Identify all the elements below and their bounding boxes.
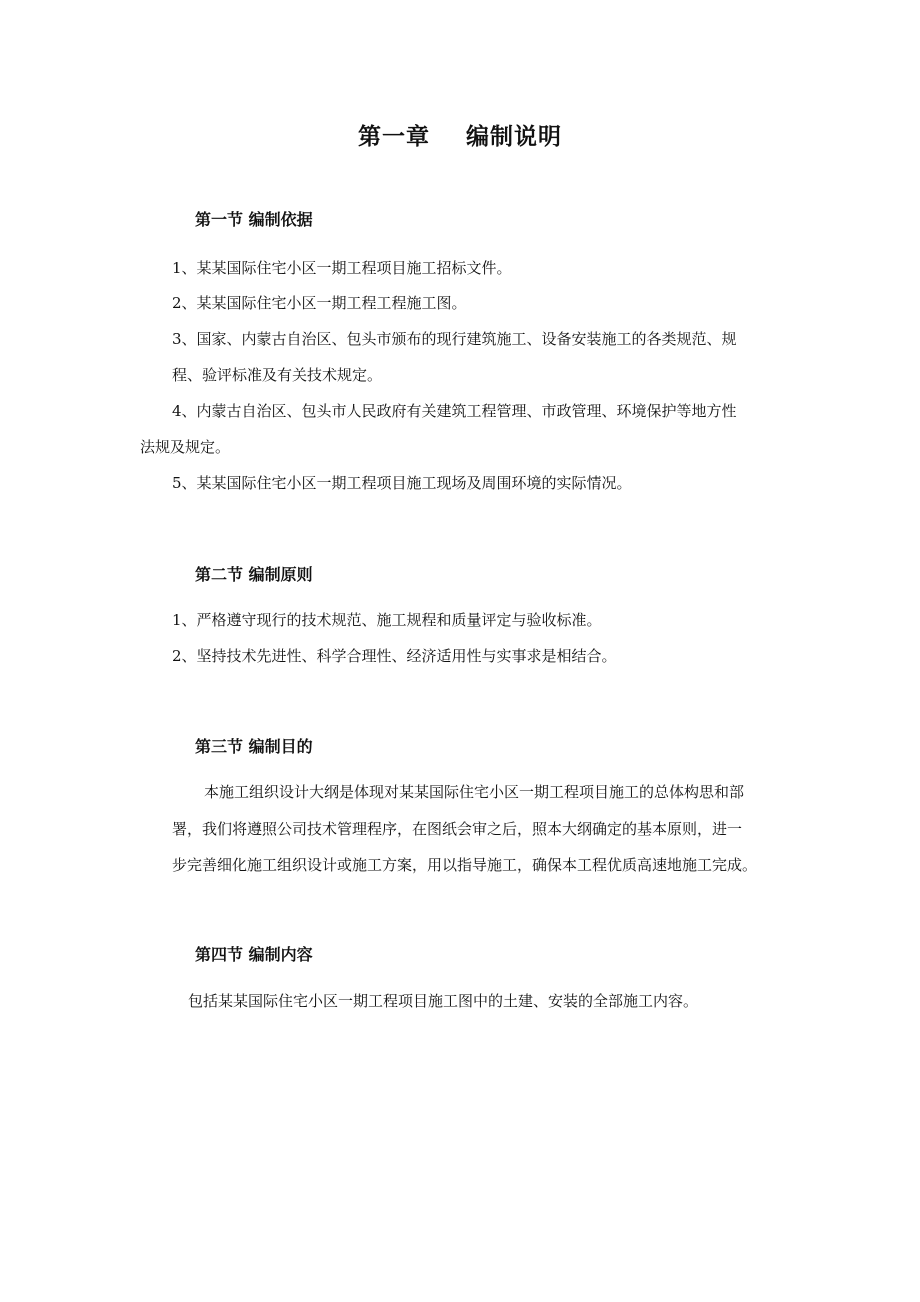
section-heading: 第三节 编制目的 (195, 737, 313, 756)
list-item: 1、某某国际住宅小区一期工程项目施工招标文件。 (172, 259, 512, 277)
list-item-continuation: 程、验评标准及有关技术规定。 (172, 366, 383, 384)
list-item: 2、某某国际住宅小区一期工程工程施工图。 (172, 294, 467, 312)
section-heading: 第二节 编制原则 (195, 565, 313, 584)
paragraph-line: 步完善细化施工组织设计或施工方案，用以指导施工，确保本工程优质高速地施工完成。 (172, 856, 758, 874)
paragraph-line: 署，我们将遵照公司技术管理程序，在图纸会审之后，照本大纲确定的基本原则，进一 (172, 820, 743, 838)
chapter-title: 第一章 编制说明 (357, 124, 563, 150)
section-heading: 第一节 编制依据 (195, 210, 313, 229)
paragraph-line: 包括某某国际住宅小区一期工程项目施工图中的土建、安装的全部施工内容。 (188, 992, 699, 1010)
list-item-continuation: 法规及规定。 (140, 438, 231, 456)
paragraph-line: 本施工组织设计大纲是体现对某某国际住宅小区一期工程项目施工的总体构思和部 (204, 783, 745, 801)
list-item: 5、某某国际住宅小区一期工程项目施工现场及周围环境的实际情况。 (172, 474, 632, 492)
list-item: 3、国家、内蒙古自治区、包头市颁布的现行建筑施工、设备安装施工的各类规范、规 (172, 330, 737, 348)
section-heading: 第四节 编制内容 (195, 945, 313, 964)
list-item: 1、严格遵守现行的技术规范、施工规程和质量评定与验收标准。 (172, 611, 602, 629)
list-item: 2、坚持技术先进性、科学合理性、经济适用性与实事求是相结合。 (172, 647, 617, 665)
list-item: 4、内蒙古自治区、包头市人民政府有关建筑工程管理、市政管理、环境保护等地方性 (172, 402, 737, 420)
